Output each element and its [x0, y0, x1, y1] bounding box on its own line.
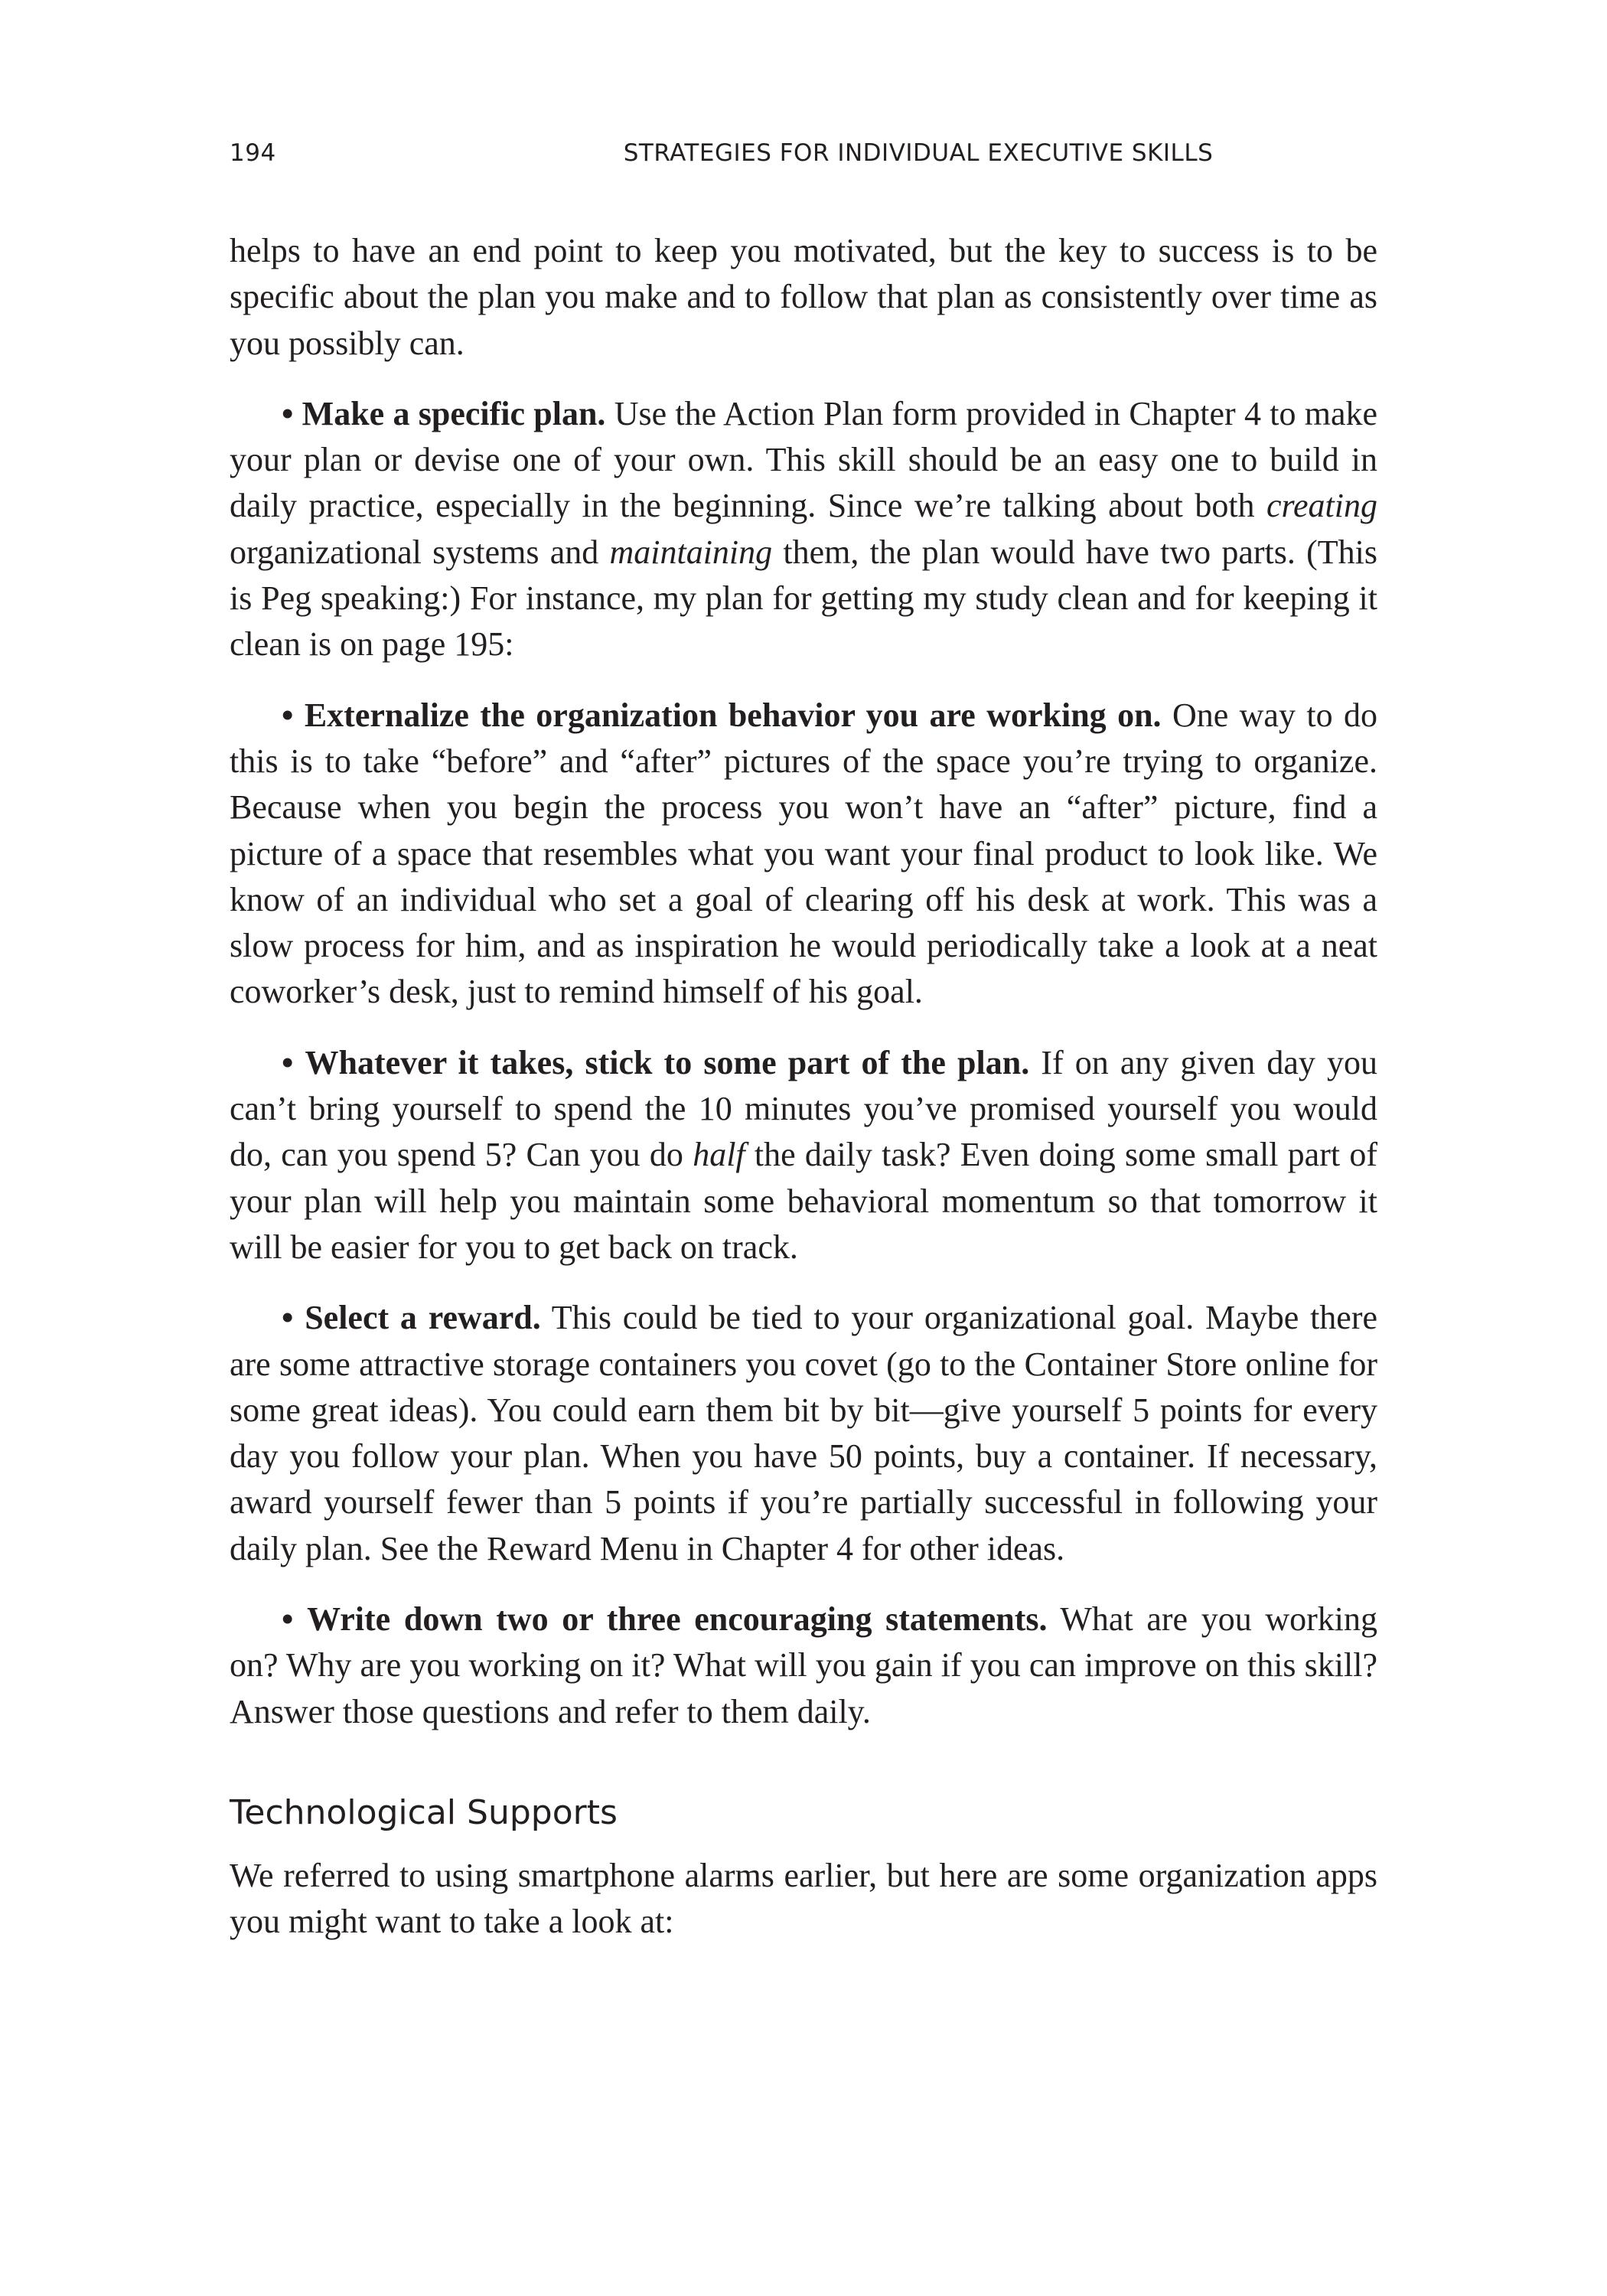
running-head	[230, 132, 1377, 174]
list-item-select-reward	[230, 1295, 1377, 1572]
item-text: If on any given day you can’t bring yourself to spend the 10 minutes you’ve promised yourself you would do, can you spend 5? Can you do	[230, 1043, 1377, 1174]
list-item-stick-to-plan	[230, 1040, 1377, 1270]
item-text: This could be tied to your organizational goal. Maybe there are some attractive storage containers you covet (go to the Container Store online for some great ideas). You could earn them bit by bit—give yourself 5 points for every day you follow your plan. When you have 50 points, buy a container. If necessary, award yourself fewer than 5 points if you’re partially successful in following your daily plan. See the Reward Menu in Chapter 4 for other ideas.	[230, 1299, 1377, 1567]
body-text	[230, 228, 1377, 1945]
page-number: 194	[230, 139, 276, 167]
item-emphasis: maintaining	[609, 533, 773, 571]
item-text: What are you working on? Why are you working on it? What will you gain if you can improve on this skill? Answer those questions and refer to them daily.	[230, 1600, 1377, 1730]
list-item-encouraging-statements	[230, 1596, 1377, 1735]
item-text: the daily task? Even doing some small part of your plan will help you maintain some behavioral momentum so that tomorrow it will be easier for you to get back on track.	[230, 1136, 1377, 1266]
item-emphasis: half	[693, 1136, 745, 1174]
bullet: •	[282, 394, 294, 432]
section-heading: Technological Supports	[230, 1792, 618, 1832]
item-text: organizational systems and	[230, 533, 610, 571]
list-item-externalize	[230, 693, 1377, 1016]
item-text: Use the Action Plan form provided in Chapter 4 to make your plan or devise one of your own. This skill should be an easy one to build in daily practice, especially in the beginning. Since we’re talking about both	[230, 394, 1377, 525]
item-emphasis: creating	[1266, 487, 1377, 525]
bullet: •	[282, 696, 294, 734]
item-lead: Select a reward.	[305, 1299, 541, 1337]
item-lead: Write down two or three encouraging statements.	[307, 1600, 1048, 1639]
opening-paragraph: helps to have an end point to keep you motivated, but the key to success is to be specific about the plan you make and to follow that plan as consistently over time as you possibly can.	[230, 232, 1377, 362]
item-lead: Externalize the organization behavior you are working on.	[304, 696, 1162, 734]
item-lead: Make a specific plan.	[302, 394, 606, 432]
item-text: One way to do this is to take “before” and “after” pictures of the space you’re trying to organize. Because when you begin the process you won’t have an “after” picture, find a picture of a space that resembles what you want your final product to look like. We know of an individual who set a goal of clearing off his desk at work. This was a slow process for him, and as inspiration he would periodically take a look at a neat coworker’s desk, just to remind himself of his goal.	[230, 696, 1377, 1011]
bullet: •	[282, 1600, 294, 1639]
item-lead: Whatever it takes, stick to some part of the plan.	[305, 1043, 1030, 1081]
list-item-make-plan	[230, 391, 1377, 668]
bullet: •	[282, 1043, 294, 1081]
section-paragraph: We referred to using smartphone alarms earlier, but here are some organization apps you might want to take a look at:	[230, 1856, 1377, 1941]
running-title: STRATEGIES FOR INDIVIDUAL EXECUTIVE SKILLS	[623, 139, 1214, 167]
bullet: •	[282, 1299, 294, 1337]
item-text: them, the plan would have two parts. (This is Peg speaking:) For instance, my plan for getting my study clean and for keeping it clean is on page 195:	[230, 533, 1378, 664]
